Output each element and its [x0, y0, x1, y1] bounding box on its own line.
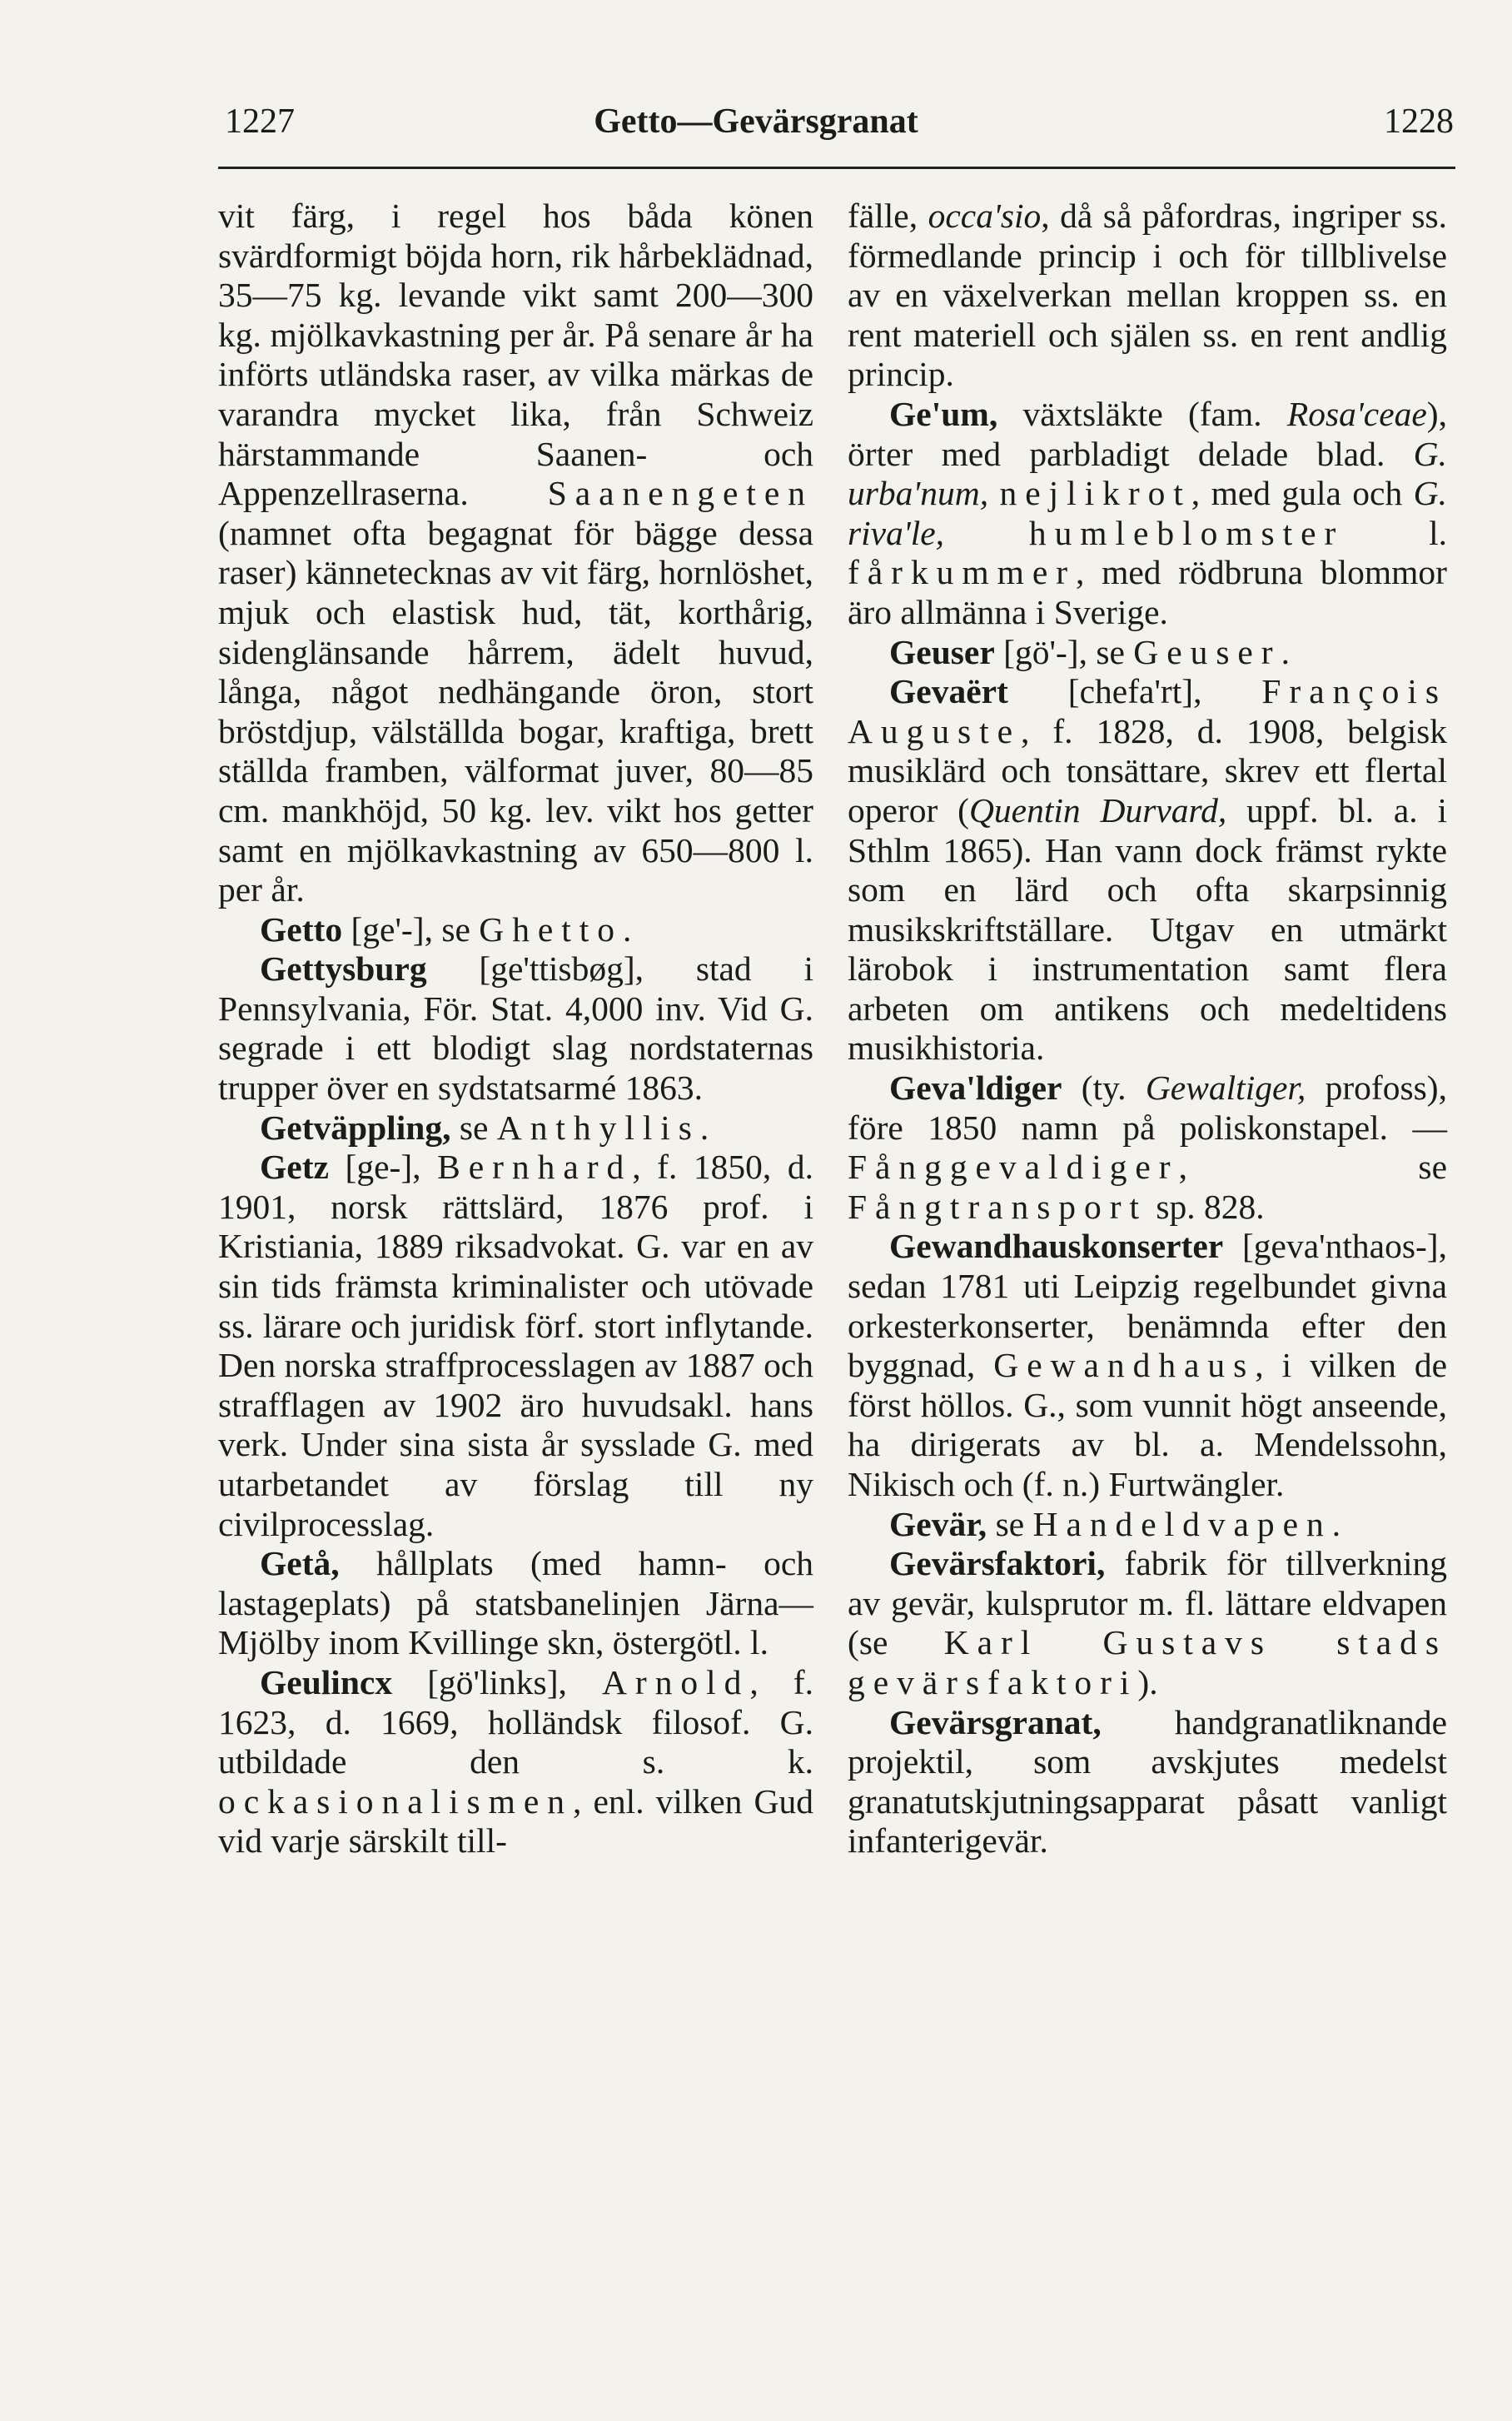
spaced-name: Ghetto — [479, 909, 623, 949]
entry-gevaldiger — [848, 1069, 1447, 1227]
entry-text: fälle, — [848, 197, 928, 235]
headword: Getz — [260, 1148, 329, 1187]
entry-text: [ge'-], se — [342, 909, 480, 949]
italic-term: Gewaltiger, — [1145, 1069, 1306, 1108]
entry-text: handgranatliknande projektil, som avskjutes medelst granatutskjutningsapparat påsatt vanligt infanterigevär. — [848, 1702, 1447, 1861]
entry-text: [gö'-], se — [994, 632, 1134, 671]
entry-text: , f. 1623, d. 1669, holländsk filosof. G. utbildade den s. k. — [218, 1662, 813, 1781]
entry-getvappling — [218, 1108, 813, 1148]
spaced-name: Fångtransport — [848, 1187, 1147, 1226]
headword: Gevär, — [889, 1504, 987, 1543]
entry-text: hållplats (med hamn- och lastageplats) på statsbanelinjen Järna—Mjölby inom Kvillinge skn, östergötl. l. — [218, 1544, 813, 1662]
entry-text: , f. 1850, d. 1901, norsk rättslärd, 1876 prof. i Kristiania, 1889 riksadvokat. G. var en av sin tids främsta kriminalister och utövade ss. lärare och juridisk förf. stort inflytande. Den norska straffprocesslagen av 1887 och strafflagen av 1902 äro huvudsakl. hans verk. Under sina sista år sysslade G. med utarbetandet av förslag till ny civilprocesslag. — [218, 1148, 813, 1543]
spaced-name: ockasionalismen — [218, 1781, 573, 1821]
italic-term: G. riva'le, — [848, 474, 1448, 552]
spaced-name: fårkummer — [848, 553, 1076, 592]
page-number-left: 1227 — [225, 102, 295, 141]
entry-continuation — [848, 197, 1447, 395]
entry-text: profoss), före 1850 namn på poliskonstapel. — — [848, 1069, 1447, 1147]
entry-geulincx — [218, 1663, 813, 1861]
headword: Gewandhauskonserter — [889, 1227, 1224, 1266]
headword: Gettysburg — [260, 949, 427, 989]
page-number-right: 1228 — [1384, 102, 1454, 141]
entry-text: [geva'nthaos-], sedan 1781 uti Leipzig regelbundet givna orkesterkonserter, benämnda efter den byggnad, — [848, 1227, 1447, 1385]
headword: Getå, — [260, 1544, 340, 1583]
spaced-name: Gewandhaus — [993, 1346, 1256, 1385]
spaced-name: François Auguste — [848, 672, 1447, 750]
headword: Ge'um, — [889, 394, 998, 433]
italic-term: occa'sio — [928, 197, 1042, 235]
italic-term: Rosa'ceae — [1286, 394, 1427, 433]
entry-gevarsgranat — [848, 1703, 1447, 1861]
spaced-name: Arnold — [601, 1662, 750, 1701]
entry-text: , enl. vilken Gud vid varje särskilt till- — [218, 1781, 813, 1861]
spaced-name: Saanengeten — [547, 474, 813, 513]
headword: Getto — [260, 909, 343, 949]
headword: Getväppling, — [260, 1108, 451, 1147]
spaced-name: Karl Gustavs stads gevärsfaktori — [848, 1623, 1447, 1701]
entry-text: [ge'ttisbøg], stad i Pennsylvania, För. Stat. 4,000 inv. Vid G. segrade i ett blodigt slag nordstaternas trupper över en sydstatsarmé 1863. — [218, 949, 813, 1108]
entry-text: ). — [1137, 1662, 1158, 1701]
entry-text: vit färg, i regel hos båda könen svärdformigt böjda horn, rik hårbeklädnad, 35—75 kg. levande vikt samt 200—300 kg. mjölkavkastning per år. På senare år ha införts utländska raser, av vilka märkas de varandra mycket lika, från Schweiz härstammande Saanen- och Appenzellraserna. — [218, 197, 813, 513]
entry-text: fabrik för tillverkning av gevär, kulsprutor m. fl. lättare eldvapen (se — [848, 1544, 1447, 1662]
running-title: Getto—Gevärsgranat — [594, 102, 918, 141]
entry-text: (ty. — [1062, 1069, 1146, 1108]
entry-text: [gö'links], — [392, 1662, 602, 1701]
spaced-name: Fånggevaldiger — [848, 1148, 1179, 1187]
entry-text — [988, 474, 999, 512]
entry-geta — [218, 1544, 813, 1663]
headword: Geulincx — [260, 1662, 393, 1701]
entry-getz — [218, 1148, 813, 1544]
entry-text: växtsläkte (fam. — [997, 394, 1287, 433]
entry-text: . — [1281, 632, 1290, 671]
spaced-name: Handeldvapen — [1032, 1504, 1332, 1543]
entry-text: se — [450, 1108, 497, 1147]
headword: Gevaërt — [889, 672, 1008, 711]
entry-text: ), örter med parbladigt delade blad. — [848, 394, 1447, 473]
entry-continuation — [218, 197, 813, 910]
headword: Gevärsfaktori, — [889, 1544, 1106, 1583]
entry-text: se — [987, 1504, 1033, 1543]
entry-text: l. — [1344, 513, 1448, 552]
entry-gewandhaus — [848, 1227, 1447, 1504]
entry-text: , se — [1178, 1148, 1447, 1187]
italic-term: Quentin Durvard, — [968, 790, 1227, 829]
header-rule — [218, 167, 1455, 169]
spaced-name: Bernhard — [437, 1148, 633, 1187]
spaced-name: Anthyllis — [496, 1108, 700, 1147]
entry-text: (namnet ofta begagnat för bägge dessa raser) kännetecknas av vit färg, hornlöshet, mjuk och elastisk hud, tät, korthårig, sidenglänsande hårrem, ädelt huvud, långa, något nedhängande öron, stort bröstdjup, välställda bogar, kraftiga, brett ställda framben, välformat juver, 80—85 cm. mankhöjd, 50 kg. lev. vikt hos getter samt en mjölkavkastning av 650—800 l. per år. — [218, 513, 813, 909]
entry-text: , f. 1828, d. 1908, belgisk musiklärd och tonsättare, skrev ett flertal operor ( — [848, 711, 1447, 829]
left-column — [218, 197, 813, 1861]
entry-text: uppf. bl. a. i Sthlm 1865). Han vann dock främst rykte som en lärd och ofta skarpsinnig musikskriftställare. Utgav en utmärkt lärobok i instrumentation samt flera arbeten om antikens och medeltidens musikhistoria. — [848, 790, 1447, 1068]
entry-geum — [848, 395, 1447, 633]
entry-text: . — [623, 909, 632, 949]
entry-text: , med gula och — [1191, 474, 1414, 513]
entry-text: [ge-], — [328, 1148, 438, 1187]
entry-text: , då så påfordras, ingriper ss. förmedlande princip i och för tillblivelse av en växelverkan mellan kroppen ss. en rent materiell och själen ss. en rent andlig princip. — [848, 197, 1447, 394]
entry-gevarsfaktori — [848, 1544, 1447, 1702]
entry-text: , med rödbruna blommor äro allmänna i Sverige. — [848, 553, 1447, 631]
entry-gettysburg — [218, 949, 813, 1108]
right-column — [848, 197, 1447, 1861]
headword: Geva'ldiger — [889, 1069, 1062, 1108]
entry-text: . — [1331, 1504, 1341, 1543]
italic-term: G. urba'num, — [848, 434, 1447, 513]
spaced-name: Geuser — [1133, 632, 1281, 671]
entry-text: . — [699, 1108, 709, 1147]
entry-gevaert — [848, 672, 1447, 1069]
entry-text: [chefa'rt], — [1007, 672, 1262, 711]
entry-getto — [218, 910, 813, 950]
entry-text — [944, 514, 1029, 552]
spaced-name: humleblomster — [1028, 513, 1345, 552]
entry-text: sp. 828. — [1147, 1187, 1265, 1226]
entry-geuser — [848, 633, 1447, 673]
headword: Geuser — [889, 632, 995, 671]
headword: Gevärsgranat, — [889, 1702, 1102, 1741]
entry-gevar — [848, 1505, 1447, 1545]
entry-text: , i vilken de först höllos. G., som vunnit högt anseende, ha dirigerats av bl. a. Mendelssohn, Nikisch och (f. n.) Furtwängler. — [848, 1346, 1447, 1503]
spaced-name: nejlikrot — [999, 474, 1191, 513]
